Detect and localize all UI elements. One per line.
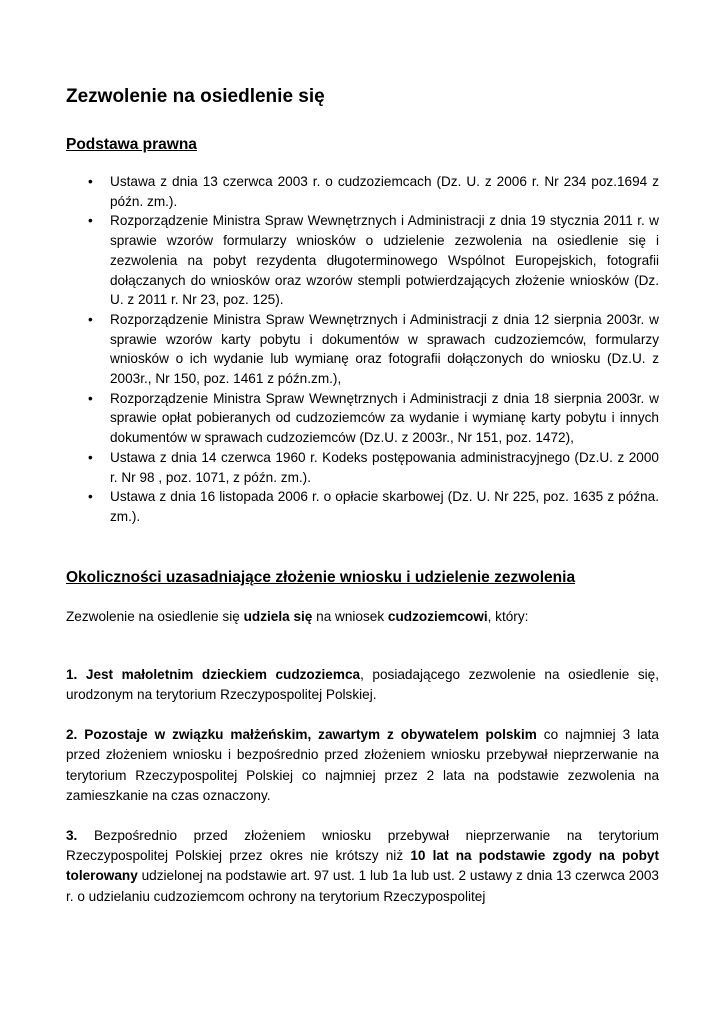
section-heading-legal-basis: Podstawa prawna: [66, 136, 197, 153]
list-item: • Ustawa z dnia 13 czerwca 2003 r. o cudzoziemcach (Dz. U. z 2006 r. Nr 234 poz.1694 z późn. zm.).: [110, 172, 659, 211]
intro-paragraph: Zezwolenie na osiedlenie się udziela się na wniosek cudzoziemcowi, który:: [66, 608, 529, 624]
condition-paragraph-3: 3. Bezpośrednio przed złożeniem wniosku przebywał nieprzerwanie na terytorium Rzeczypospolitej Polskiej przez okres nie krótszy niż 10 lat na podstawie zgody na pobyt tolerowany udzielonej na podstawie art. 97 ust. 1 lub 1a lub ust. 2 ustawy z dnia 13 czerwca 2003 r. o udzielaniu cudzoziemcom ochrony na terytorium Rzeczypospolitej: [66, 828, 659, 904]
list-item: • Ustawa z dnia 14 czerwca 1960 r. Kodeks postępowania administracyjnego (Dz.U. z 2000 r. Nr 98 , poz. 1071, z późn. zm.).: [110, 448, 659, 487]
condition-paragraph-2: 2. Pozostaje w związku małżeńskim, zawartym z obywatelem polskim co najmniej 3 lata przed złożeniem wniosku i bezpośrednio przed złożeniem wniosku przebywał nieprzerwanie na terytorium Rzeczypospolitej Polskiej co najmniej przez 2 lata na podstawie zezwolenia na zamieszkanie na czas oznaczony.: [66, 727, 659, 803]
list-item: • Rozporządzenie Ministra Spraw Wewnętrznych i Administracji z dnia 12 sierpnia 2003r. w sprawie wzorów karty pobytu i dokumentów w sprawach cudzoziemców, formularzy wniosków o ich wydanie lub wymianę oraz fotografii dołączonych do wniosku (Dz.U. z 2003r., Nr 150, poz. 1461 z późn.zm.),: [110, 310, 659, 389]
list-item: • Ustawa z dnia 16 listopada 2006 r. o opłacie skarbowej (Dz. U. Nr 225, poz. 1635 z późna. zm.).: [110, 487, 659, 526]
document-title: Zezwolenie na osiedlenie się: [66, 86, 325, 107]
list-item: • Rozporządzenie Ministra Spraw Wewnętrznych i Administracji z dnia 19 stycznia 2011 r. w sprawie wzorów formularzy wniosków o udzielenie zezwolenia na osiedlenie się i zezwolenia na pobyt rezydenta długoterminowego Wspólnot Europejskich, fotografii dołączanych do wniosków oraz wzorów stempli potwierdzających złożenie wniosków (Dz. U. z 2011 r. Nr 23, poz. 125).: [110, 211, 659, 310]
legal-basis-list: [66, 172, 659, 527]
document-page: [66, 86, 659, 907]
condition-paragraph-1: 1. Jest małoletnim dzieckiem cudzoziemca, posiadającego zezwolenie na osiedlenie się, urodzonym na terytorium Rzeczypospolitej Polskiej.: [66, 666, 659, 703]
list-item: • Rozporządzenie Ministra Spraw Wewnętrznych i Administracji z dnia 18 sierpnia 2003r. w sprawie opłat pobieranych od cudzoziemców za wydanie i wymianę karty pobytu i innych dokumentów w sprawach cudzoziemców (Dz.U. z 2003r., Nr 151, poz. 1472),: [110, 389, 659, 448]
section-heading-circumstances: Okoliczności uzasadniające złożenie wniosku i udzielenie zezwolenia: [66, 568, 576, 586]
